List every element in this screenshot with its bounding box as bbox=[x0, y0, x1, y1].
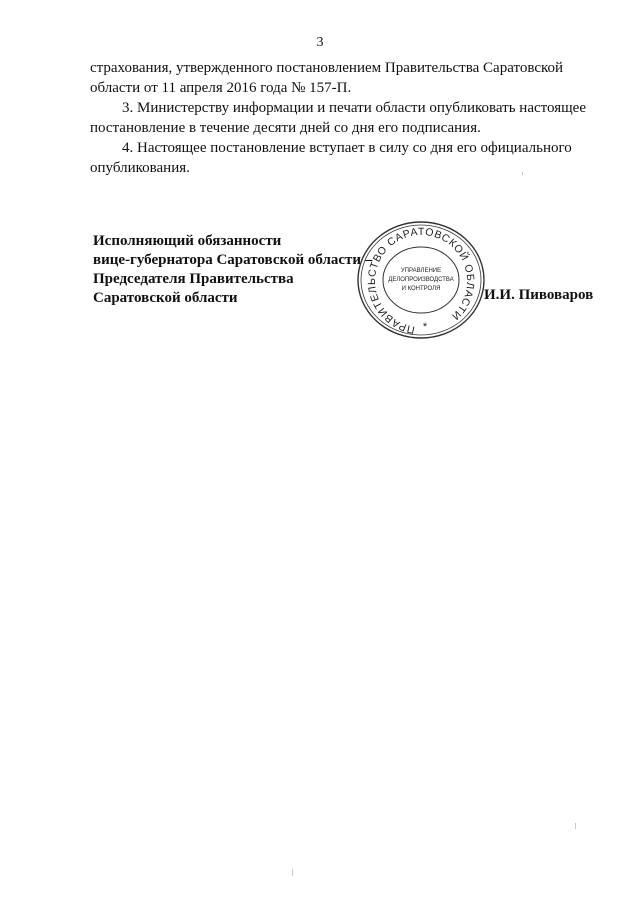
seal-center-line-2: ДЕЛОПРОИЗВОДСТВА bbox=[388, 277, 454, 283]
document-body bbox=[90, 58, 588, 178]
paragraph-1 bbox=[90, 58, 588, 78]
seal-center-line-3: И КОНТРОЛЯ bbox=[401, 286, 441, 292]
signer-title-line-1: Исполняющий обязанности bbox=[93, 233, 282, 249]
paragraph-1-line-1: страхования, утвержденного постановлением Правительства Саратовской bbox=[90, 60, 564, 76]
seal-ring-text: ПРАВИТЕЛЬСТВО САРАТОВСКОЙ ОБЛАСТИ bbox=[366, 225, 477, 336]
scan-speck bbox=[575, 823, 576, 829]
seal-stamp-icon bbox=[352, 214, 490, 344]
signer-title-line-2: вице-губернатора Саратовской области – bbox=[93, 252, 373, 268]
paragraph-2-line-2: постановление в течение десяти дней со дня его подписания. bbox=[90, 120, 481, 136]
page-number: 3 bbox=[316, 35, 324, 50]
signer-name: И.И. Пивоваров bbox=[484, 287, 594, 303]
paragraph-3-line-2: опубликования. bbox=[90, 160, 190, 176]
paragraph-3 bbox=[90, 138, 588, 158]
seal-star: * bbox=[422, 321, 428, 333]
seal-center-line-1: УПРАВЛЕНИЕ bbox=[400, 268, 442, 274]
signer-title-line-4: Саратовской области bbox=[93, 290, 238, 306]
paragraph-1-line-2: области от 11 апреля 2016 года № 157-П. bbox=[90, 80, 352, 96]
scan-speck bbox=[292, 869, 293, 876]
scan-speck bbox=[522, 172, 523, 175]
signature-block bbox=[93, 232, 372, 308]
paragraph-3-end bbox=[90, 158, 588, 178]
paragraph-1-end bbox=[90, 78, 588, 98]
official-seal bbox=[352, 214, 490, 344]
signer-title-line-3: Председателя Правительства bbox=[93, 271, 294, 287]
paragraph-2-line-1: 3. Министерству информации и печати области опубликовать настоящее bbox=[122, 100, 586, 116]
paragraph-2 bbox=[90, 98, 588, 118]
paragraph-3-line-1: 4. Настоящее постановление вступает в силу со дня его официального bbox=[122, 140, 572, 156]
paragraph-2-end bbox=[90, 118, 588, 138]
